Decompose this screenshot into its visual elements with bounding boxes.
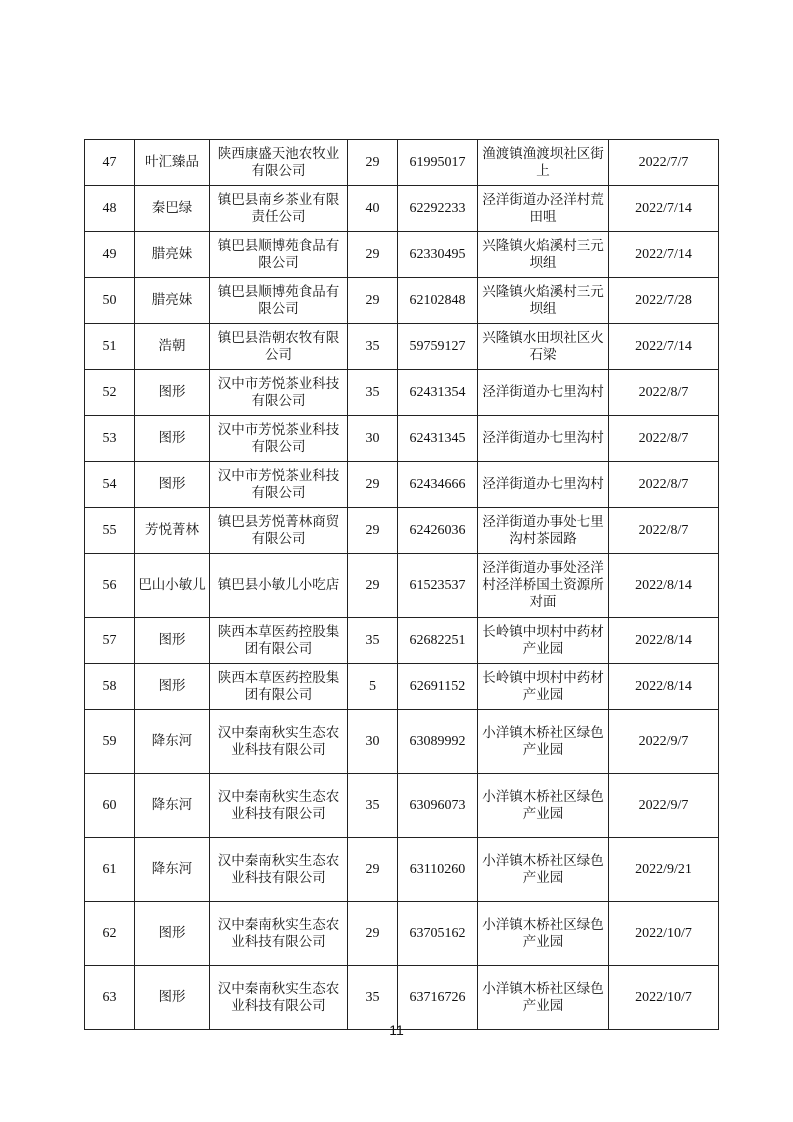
address-cell: 小洋镇木桥社区绿色产业园 bbox=[478, 966, 609, 1030]
class-number-cell: 29 bbox=[348, 278, 398, 324]
trademark-name-cell: 降东河 bbox=[135, 838, 210, 902]
table-row bbox=[85, 966, 719, 1030]
table-row bbox=[85, 902, 719, 966]
registration-number-cell: 62431345 bbox=[398, 416, 478, 462]
address-cell: 小洋镇木桥社区绿色产业园 bbox=[478, 710, 609, 774]
owner-name-cell: 汉中秦南秋实生态农业科技有限公司 bbox=[210, 838, 348, 902]
owner-name-cell: 镇巴县顺博苑食品有限公司 bbox=[210, 232, 348, 278]
class-number-cell: 29 bbox=[348, 838, 398, 902]
trademark-name-cell: 图形 bbox=[135, 370, 210, 416]
registration-date-cell: 2022/8/14 bbox=[609, 618, 719, 664]
address-cell: 兴隆镇水田坝社区火石梁 bbox=[478, 324, 609, 370]
class-number-cell: 29 bbox=[348, 508, 398, 554]
registration-date-cell: 2022/8/7 bbox=[609, 370, 719, 416]
registration-number-cell: 62431354 bbox=[398, 370, 478, 416]
registration-number-cell: 62682251 bbox=[398, 618, 478, 664]
row-number-cell: 62 bbox=[85, 902, 135, 966]
owner-name-cell: 汉中秦南秋实生态农业科技有限公司 bbox=[210, 710, 348, 774]
row-number-cell: 60 bbox=[85, 774, 135, 838]
registration-number-cell: 62330495 bbox=[398, 232, 478, 278]
owner-name-cell: 汉中市芳悦茶业科技有限公司 bbox=[210, 370, 348, 416]
class-number-cell: 35 bbox=[348, 618, 398, 664]
table-row bbox=[85, 710, 719, 774]
registration-number-cell: 62426036 bbox=[398, 508, 478, 554]
row-number-cell: 57 bbox=[85, 618, 135, 664]
trademark-name-cell: 腊亮妹 bbox=[135, 232, 210, 278]
registration-date-cell: 2022/8/14 bbox=[609, 664, 719, 710]
address-cell: 长岭镇中坝村中药材产业园 bbox=[478, 618, 609, 664]
owner-name-cell: 镇巴县顺博苑食品有限公司 bbox=[210, 278, 348, 324]
owner-name-cell: 汉中市芳悦茶业科技有限公司 bbox=[210, 416, 348, 462]
class-number-cell: 35 bbox=[348, 774, 398, 838]
row-number-cell: 58 bbox=[85, 664, 135, 710]
trademark-name-cell: 图形 bbox=[135, 966, 210, 1030]
registration-number-cell: 63089992 bbox=[398, 710, 478, 774]
trademark-name-cell: 降东河 bbox=[135, 774, 210, 838]
table-row bbox=[85, 462, 719, 508]
table-row bbox=[85, 140, 719, 186]
registration-date-cell: 2022/10/7 bbox=[609, 902, 719, 966]
table-row bbox=[85, 278, 719, 324]
address-cell: 渔渡镇渔渡坝社区街上 bbox=[478, 140, 609, 186]
address-cell: 小洋镇木桥社区绿色产业园 bbox=[478, 902, 609, 966]
registration-number-cell: 62292233 bbox=[398, 186, 478, 232]
table-row bbox=[85, 774, 719, 838]
table-row bbox=[85, 508, 719, 554]
address-cell: 小洋镇木桥社区绿色产业园 bbox=[478, 838, 609, 902]
trademark-name-cell: 降东河 bbox=[135, 710, 210, 774]
table-body bbox=[85, 140, 719, 1030]
class-number-cell: 30 bbox=[348, 710, 398, 774]
address-cell: 泾洋街道办事处泾洋村泾洋桥国土资源所对面 bbox=[478, 554, 609, 618]
registration-number-cell: 62691152 bbox=[398, 664, 478, 710]
trademark-table bbox=[84, 139, 719, 1030]
class-number-cell: 40 bbox=[348, 186, 398, 232]
table-row bbox=[85, 370, 719, 416]
row-number-cell: 47 bbox=[85, 140, 135, 186]
class-number-cell: 29 bbox=[348, 902, 398, 966]
class-number-cell: 29 bbox=[348, 232, 398, 278]
registration-date-cell: 2022/7/14 bbox=[609, 186, 719, 232]
class-number-cell: 29 bbox=[348, 462, 398, 508]
table-row bbox=[85, 664, 719, 710]
registration-date-cell: 2022/9/7 bbox=[609, 774, 719, 838]
class-number-cell: 35 bbox=[348, 370, 398, 416]
address-cell: 小洋镇木桥社区绿色产业园 bbox=[478, 774, 609, 838]
table-row bbox=[85, 838, 719, 902]
trademark-name-cell: 图形 bbox=[135, 462, 210, 508]
row-number-cell: 56 bbox=[85, 554, 135, 618]
trademark-name-cell: 叶汇臻品 bbox=[135, 140, 210, 186]
class-number-cell: 30 bbox=[348, 416, 398, 462]
registration-date-cell: 2022/8/7 bbox=[609, 416, 719, 462]
owner-name-cell: 陕西康盛天池农牧业有限公司 bbox=[210, 140, 348, 186]
registration-date-cell: 2022/8/7 bbox=[609, 462, 719, 508]
row-number-cell: 48 bbox=[85, 186, 135, 232]
registration-number-cell: 59759127 bbox=[398, 324, 478, 370]
registration-number-cell: 62434666 bbox=[398, 462, 478, 508]
row-number-cell: 50 bbox=[85, 278, 135, 324]
row-number-cell: 55 bbox=[85, 508, 135, 554]
registration-date-cell: 2022/10/7 bbox=[609, 966, 719, 1030]
registration-date-cell: 2022/7/7 bbox=[609, 140, 719, 186]
address-cell: 泾洋街道办七里沟村 bbox=[478, 462, 609, 508]
table-row bbox=[85, 186, 719, 232]
owner-name-cell: 汉中市芳悦茶业科技有限公司 bbox=[210, 462, 348, 508]
table-row bbox=[85, 416, 719, 462]
address-cell: 兴隆镇火焰溪村三元坝组 bbox=[478, 232, 609, 278]
owner-name-cell: 镇巴县芳悦菁林商贸有限公司 bbox=[210, 508, 348, 554]
registration-date-cell: 2022/7/14 bbox=[609, 232, 719, 278]
registration-date-cell: 2022/9/7 bbox=[609, 710, 719, 774]
row-number-cell: 61 bbox=[85, 838, 135, 902]
trademark-name-cell: 芳悦菁林 bbox=[135, 508, 210, 554]
registration-date-cell: 2022/8/7 bbox=[609, 508, 719, 554]
row-number-cell: 63 bbox=[85, 966, 135, 1030]
owner-name-cell: 陕西本草医药控股集团有限公司 bbox=[210, 664, 348, 710]
table-row bbox=[85, 232, 719, 278]
row-number-cell: 54 bbox=[85, 462, 135, 508]
owner-name-cell: 陕西本草医药控股集团有限公司 bbox=[210, 618, 348, 664]
trademark-name-cell: 图形 bbox=[135, 618, 210, 664]
trademark-name-cell: 腊亮妹 bbox=[135, 278, 210, 324]
class-number-cell: 35 bbox=[348, 324, 398, 370]
table-row bbox=[85, 324, 719, 370]
address-cell: 泾洋街道办泾洋村荒田咀 bbox=[478, 186, 609, 232]
trademark-name-cell: 图形 bbox=[135, 902, 210, 966]
owner-name-cell: 汉中秦南秋实生态农业科技有限公司 bbox=[210, 966, 348, 1030]
registration-number-cell: 61523537 bbox=[398, 554, 478, 618]
registration-number-cell: 61995017 bbox=[398, 140, 478, 186]
owner-name-cell: 镇巴县浩朝农牧有限公司 bbox=[210, 324, 348, 370]
registration-date-cell: 2022/9/21 bbox=[609, 838, 719, 902]
address-cell: 泾洋街道办事处七里沟村茶园路 bbox=[478, 508, 609, 554]
row-number-cell: 53 bbox=[85, 416, 135, 462]
registration-number-cell: 63110260 bbox=[398, 838, 478, 902]
registration-number-cell: 62102848 bbox=[398, 278, 478, 324]
owner-name-cell: 镇巴县南乡茶业有限责任公司 bbox=[210, 186, 348, 232]
trademark-name-cell: 图形 bbox=[135, 416, 210, 462]
trademark-name-cell: 图形 bbox=[135, 664, 210, 710]
registration-date-cell: 2022/8/14 bbox=[609, 554, 719, 618]
row-number-cell: 52 bbox=[85, 370, 135, 416]
class-number-cell: 29 bbox=[348, 554, 398, 618]
registration-number-cell: 63716726 bbox=[398, 966, 478, 1030]
page-number: 11 bbox=[389, 1022, 404, 1038]
class-number-cell: 5 bbox=[348, 664, 398, 710]
registration-number-cell: 63096073 bbox=[398, 774, 478, 838]
owner-name-cell: 汉中秦南秋实生态农业科技有限公司 bbox=[210, 774, 348, 838]
owner-name-cell: 汉中秦南秋实生态农业科技有限公司 bbox=[210, 902, 348, 966]
row-number-cell: 49 bbox=[85, 232, 135, 278]
address-cell: 泾洋街道办七里沟村 bbox=[478, 370, 609, 416]
address-cell: 兴隆镇火焰溪村三元坝组 bbox=[478, 278, 609, 324]
registration-date-cell: 2022/7/14 bbox=[609, 324, 719, 370]
trademark-name-cell: 浩朝 bbox=[135, 324, 210, 370]
trademark-name-cell: 秦巴绿 bbox=[135, 186, 210, 232]
address-cell: 长岭镇中坝村中药材产业园 bbox=[478, 664, 609, 710]
class-number-cell: 35 bbox=[348, 966, 398, 1030]
table-row bbox=[85, 618, 719, 664]
trademark-name-cell: 巴山小敏儿 bbox=[135, 554, 210, 618]
row-number-cell: 51 bbox=[85, 324, 135, 370]
row-number-cell: 59 bbox=[85, 710, 135, 774]
table-row bbox=[85, 554, 719, 618]
address-cell: 泾洋街道办七里沟村 bbox=[478, 416, 609, 462]
class-number-cell: 29 bbox=[348, 140, 398, 186]
owner-name-cell: 镇巴县小敏儿小吃店 bbox=[210, 554, 348, 618]
registration-number-cell: 63705162 bbox=[398, 902, 478, 966]
registration-date-cell: 2022/7/28 bbox=[609, 278, 719, 324]
